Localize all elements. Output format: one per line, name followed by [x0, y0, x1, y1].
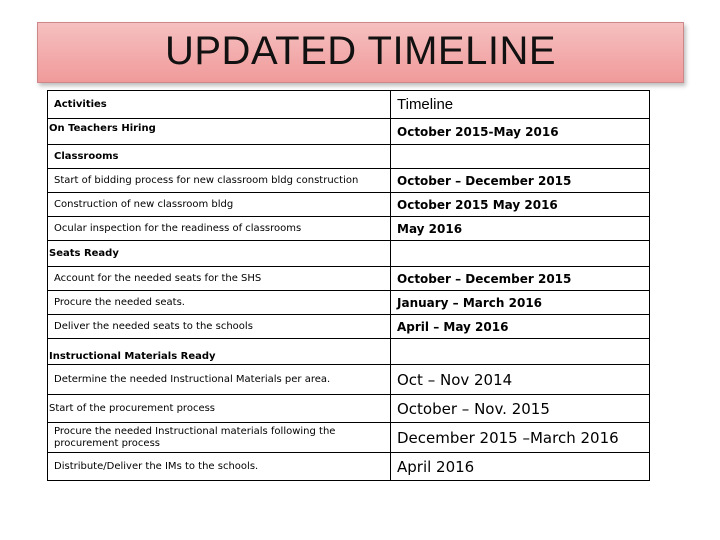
title-banner: [37, 22, 684, 83]
section-materials: Instructional Materials Ready: [48, 339, 391, 365]
timeline-cell: October 2015 May 2016: [391, 193, 650, 217]
table-row: [48, 291, 650, 315]
activity-cell: Account for the needed seats for the SHS: [48, 267, 391, 291]
teachers-activity: On Teachers Hiring: [48, 119, 391, 145]
timeline-cell: January – March 2016: [391, 291, 650, 315]
section-classrooms: Classrooms: [48, 145, 391, 169]
activity-cell: Procure the needed seats.: [48, 291, 391, 315]
timeline-cell: April – May 2016: [391, 315, 650, 339]
header-timeline: Timeline: [391, 91, 650, 119]
table-row: [48, 169, 650, 193]
section-row-materials: [48, 339, 650, 365]
table-row: [48, 315, 650, 339]
section-materials-timeline: [391, 339, 650, 365]
timeline-cell: December 2015 –March 2016: [391, 423, 650, 453]
page-title: UPDATED TIMELINE: [164, 29, 557, 73]
header-activities: Activities: [48, 91, 391, 119]
timeline-cell: October – December 2015: [391, 169, 650, 193]
timeline-table: [47, 90, 650, 481]
activity-cell: Ocular inspection for the readiness of classrooms: [48, 217, 391, 241]
table-row: [48, 395, 650, 423]
section-classrooms-timeline: [391, 145, 650, 169]
activity-cell: Distribute/Deliver the IMs to the schools.: [48, 453, 391, 481]
section-row-classrooms: [48, 145, 650, 169]
activity-cell: Construction of new classroom bldg: [48, 193, 391, 217]
section-seats: Seats Ready: [48, 241, 391, 267]
activity-cell: Deliver the needed seats to the schools: [48, 315, 391, 339]
teachers-timeline: October 2015-May 2016: [391, 119, 650, 145]
timeline-cell: May 2016: [391, 217, 650, 241]
table-row: [48, 217, 650, 241]
table-row: [48, 365, 650, 395]
section-seats-timeline: [391, 241, 650, 267]
table-row: [48, 423, 650, 453]
table-row: [48, 193, 650, 217]
activity-cell: Start of bidding process for new classroom bldg construction: [48, 169, 391, 193]
section-row-seats: [48, 241, 650, 267]
table-row: [48, 267, 650, 291]
timeline-cell: Oct – Nov 2014: [391, 365, 650, 395]
teachers-row: [48, 119, 650, 145]
activity-cell: Determine the needed Instructional Materials per area.: [48, 365, 391, 395]
table-row: [48, 453, 650, 481]
table-header-row: [48, 91, 650, 119]
activity-cell: Procure the needed Instructional materials following the procurement process: [48, 423, 391, 453]
timeline-cell: October – Nov. 2015: [391, 395, 650, 423]
timeline-cell: October – December 2015: [391, 267, 650, 291]
timeline-cell: April 2016: [391, 453, 650, 481]
activity-cell: Start of the procurement process: [48, 395, 391, 423]
